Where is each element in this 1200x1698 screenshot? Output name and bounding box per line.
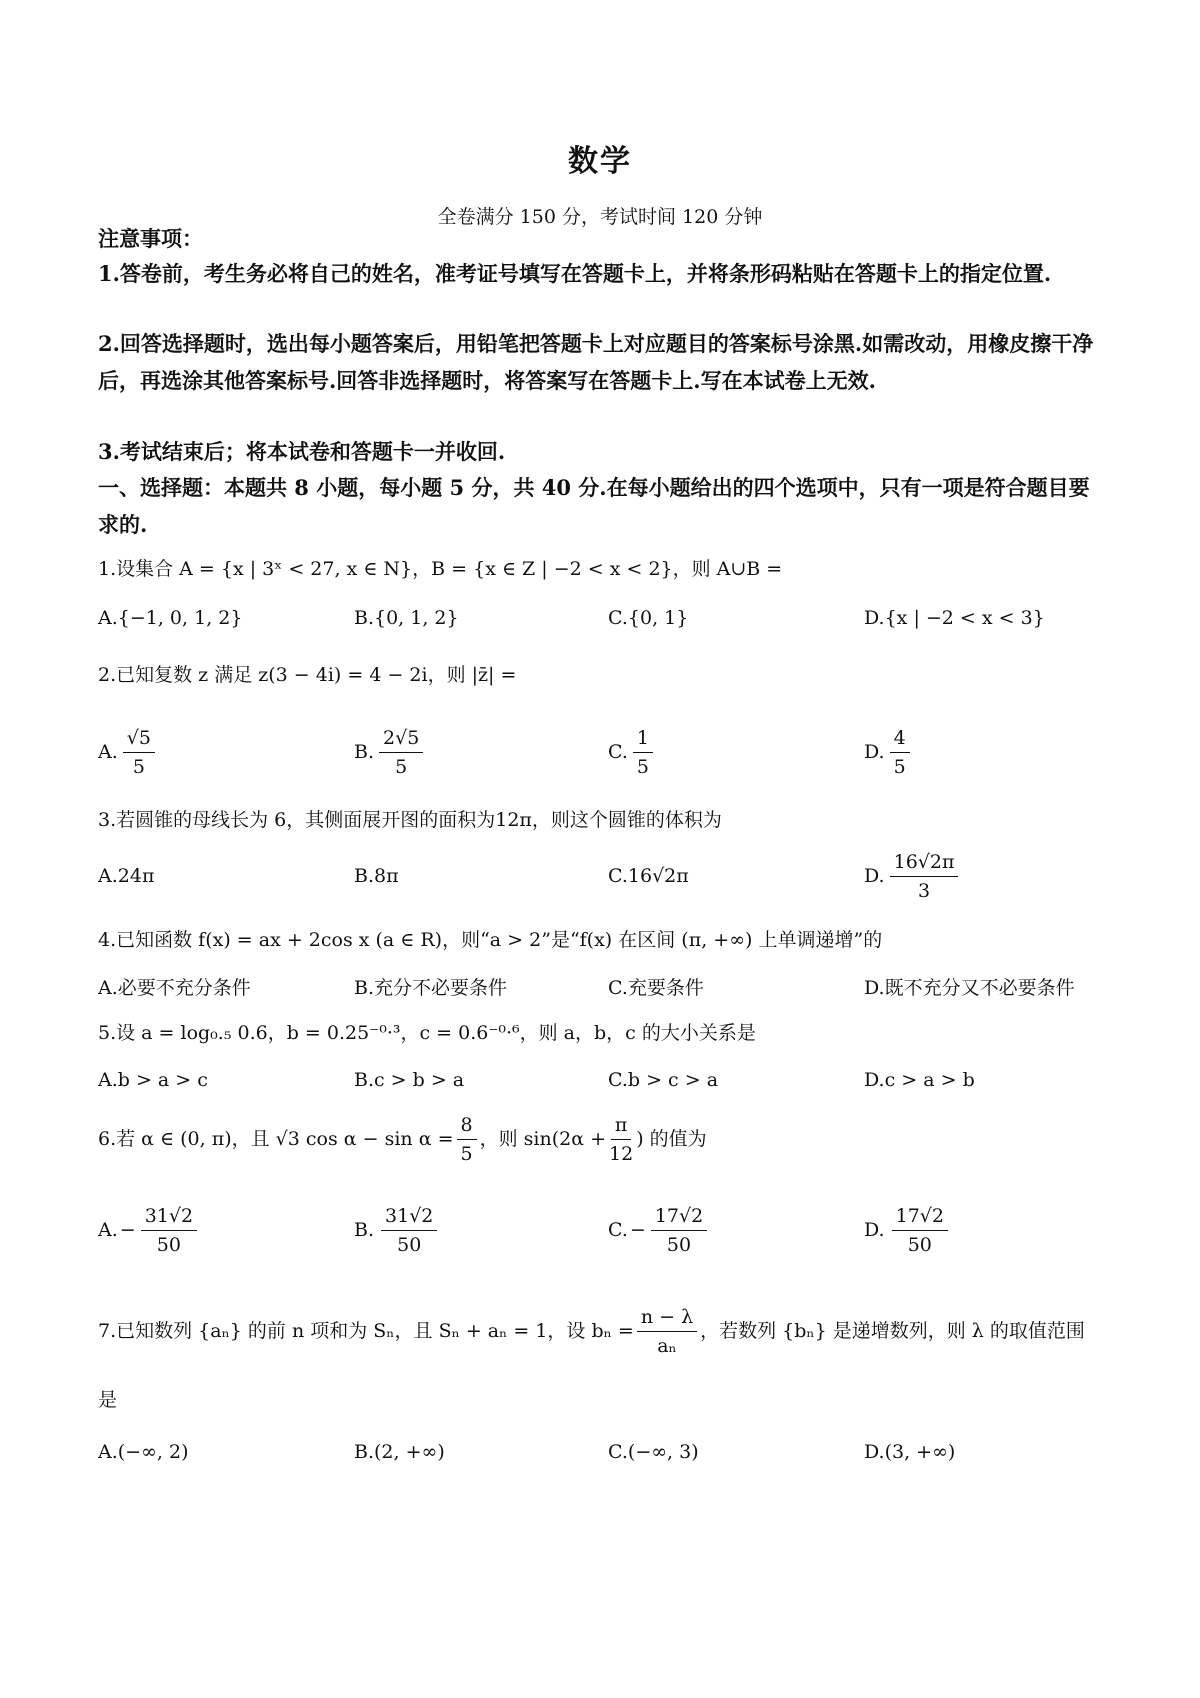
notice-heading: 注意事项： (98, 226, 203, 251)
numerator: 17√2 (651, 1203, 707, 1231)
option-c (608, 722, 656, 782)
denominator: 5 (132, 755, 145, 778)
numerator: π (611, 1112, 632, 1140)
option-c (608, 1200, 710, 1260)
option-b: B.(2, +∞) (354, 1441, 445, 1463)
option-c: C.b > c > a (608, 1069, 719, 1091)
question-3-stem: 3.若圆锥的母线长为 6，其侧面展开图的面积为12π，则这个圆锥的体积为 (98, 809, 722, 831)
denominator: 50 (397, 1233, 422, 1256)
denominator: 5 (460, 1142, 473, 1165)
numerator: 17√2 (892, 1203, 948, 1231)
fraction (381, 1203, 437, 1258)
question-7-options (98, 1432, 1118, 1472)
denominator: aₙ (657, 1334, 677, 1357)
question-5-stem: 5.设 a = log₀.₅ 0.6，b = 0.25⁻⁰·³，c = 0.6⁻⁰·⁶，则 a，b，c 的大小关系是 (98, 1022, 756, 1044)
question-4-stem: 4.已知函数 f(x) = ax + 2cos x (a ∈ R)，则“a > 2”是“f(x) 在区间 (π, +∞) 上单调递增”的 (98, 929, 883, 951)
option-d (864, 846, 961, 906)
fraction (123, 725, 155, 780)
fraction (633, 725, 653, 780)
fraction (890, 725, 910, 780)
numerator: 2√5 (379, 725, 423, 753)
option-a: A.24π (98, 865, 155, 887)
fraction (651, 1203, 707, 1258)
notice-item-1: 1.答卷前，考生务必将自己的姓名，准考证号填写在答题卡上，并将条形码粘贴在答题卡上的指定位置. (98, 261, 1052, 286)
denominator: 5 (395, 755, 408, 778)
option-b (354, 1200, 440, 1260)
section-heading: 一、选择题：本题共 8 小题，每小题 5 分，共 40 分.在每小题给出的四个选项中，只有一项是符合题目要求的. (98, 475, 1090, 537)
option-d: D.{x | −2 < x < 3} (864, 607, 1045, 629)
notice-item-2: 2.回答选择题时，选出每小题答案后，用铅笔把答题卡上对应题目的答案标号涂黑.如需改动，用橡皮擦干净后，再选涂其他答案标号.回答非选择题时，将答案写在答题卡上.写在本试卷上无效. (98, 331, 1094, 393)
option-c: C.充要条件 (608, 976, 704, 999)
option-b (354, 722, 426, 782)
option-label: C. (608, 1219, 628, 1241)
option-d: D.c > a > b (864, 1069, 975, 1091)
question-1-stem: 1.设集合 A = {x | 3ˣ < 27, x ∈ N}，B = {x ∈ Z | −2 < x < 2}，则 A∪B = (98, 558, 783, 580)
question-2-stem: 2.已知复数 z 满足 z(3 − 4i) = 4 − 2i，则 |z̄| = (98, 664, 517, 686)
fraction (637, 1304, 697, 1359)
question-7-stem-line2: 是 (98, 1389, 118, 1411)
question-7-stem (98, 1302, 1108, 1360)
question-6-stem (98, 1110, 1108, 1168)
stem-text: ，若数列 {bₙ} 是递增数列，则 λ 的取值范围 (700, 1320, 1085, 1342)
option-d (864, 1200, 951, 1260)
fraction (890, 849, 959, 904)
option-label: D. (864, 1219, 885, 1241)
numerator: 4 (890, 725, 910, 753)
question-3-options (98, 846, 1118, 906)
sign: − (629, 1219, 646, 1241)
numerator: √5 (123, 725, 155, 753)
option-a: A.(−∞, 2) (98, 1441, 189, 1463)
option-label: D. (864, 865, 885, 887)
numerator: 1 (633, 725, 653, 753)
question-4-options (98, 968, 1118, 1004)
option-label: B. (354, 1219, 375, 1241)
option-b: B.充分不必要条件 (354, 976, 508, 999)
numerator: 31√2 (141, 1203, 197, 1231)
question-5-options (98, 1062, 1118, 1098)
option-d (864, 722, 913, 782)
fraction (379, 725, 423, 780)
option-label: A. (98, 741, 118, 763)
numerator: 31√2 (381, 1203, 437, 1231)
option-label: B. (354, 741, 375, 763)
fraction (609, 1112, 633, 1167)
option-b: B.{0, 1, 2} (354, 607, 459, 629)
sign: − (119, 1219, 136, 1241)
option-d: D.既不充分又不必要条件 (864, 976, 1075, 999)
option-d: D.(3, +∞) (864, 1441, 956, 1463)
option-c: C.16√2π (608, 865, 689, 887)
option-a: A.必要不充分条件 (98, 976, 251, 999)
option-a: A.b > a > c (98, 1069, 208, 1091)
option-c: C.{0, 1} (608, 607, 689, 629)
stem-text: ，则 sin(2α + (479, 1128, 606, 1150)
denominator: 3 (917, 879, 931, 902)
option-label: A. (98, 1219, 118, 1241)
fraction (892, 1203, 948, 1258)
page-title: 数学 (568, 144, 632, 179)
stem-text: 6.若 α ∈ (0, π)，且 √3 cos α − sin α = (98, 1128, 454, 1150)
option-a: A.{−1, 0, 1, 2} (98, 607, 243, 629)
numerator: n − λ (637, 1304, 697, 1332)
denominator: 5 (893, 755, 906, 778)
option-c: C.(−∞, 3) (608, 1441, 699, 1463)
option-b: B.c > b > a (354, 1069, 465, 1091)
denominator: 50 (666, 1233, 692, 1256)
numerator: 16√2π (890, 849, 959, 877)
question-2-options (98, 722, 1118, 782)
numerator: 8 (457, 1112, 477, 1140)
fraction (141, 1203, 197, 1258)
exam-info: 全卷满分 150 分，考试时间 120 分钟 (437, 206, 763, 228)
denominator: 12 (609, 1142, 634, 1165)
option-b: B.8π (354, 865, 399, 887)
stem-text: ) 的值为 (636, 1128, 707, 1150)
option-a (98, 722, 158, 782)
fraction (457, 1112, 477, 1167)
question-6-options (98, 1200, 1118, 1260)
denominator: 5 (636, 755, 649, 778)
option-label: C. (608, 741, 628, 763)
option-label: D. (864, 741, 885, 763)
stem-text: 7.已知数列 {aₙ} 的前 n 项和为 Sₙ，且 Sₙ + aₙ = 1，设 bₙ = (98, 1320, 634, 1342)
question-1-options (98, 598, 1118, 638)
option-a (98, 1200, 200, 1260)
notice-item-3: 3.考试结束后；将本试卷和答题卡一并收回. (98, 439, 506, 464)
denominator: 50 (156, 1233, 181, 1256)
denominator: 50 (907, 1233, 932, 1256)
